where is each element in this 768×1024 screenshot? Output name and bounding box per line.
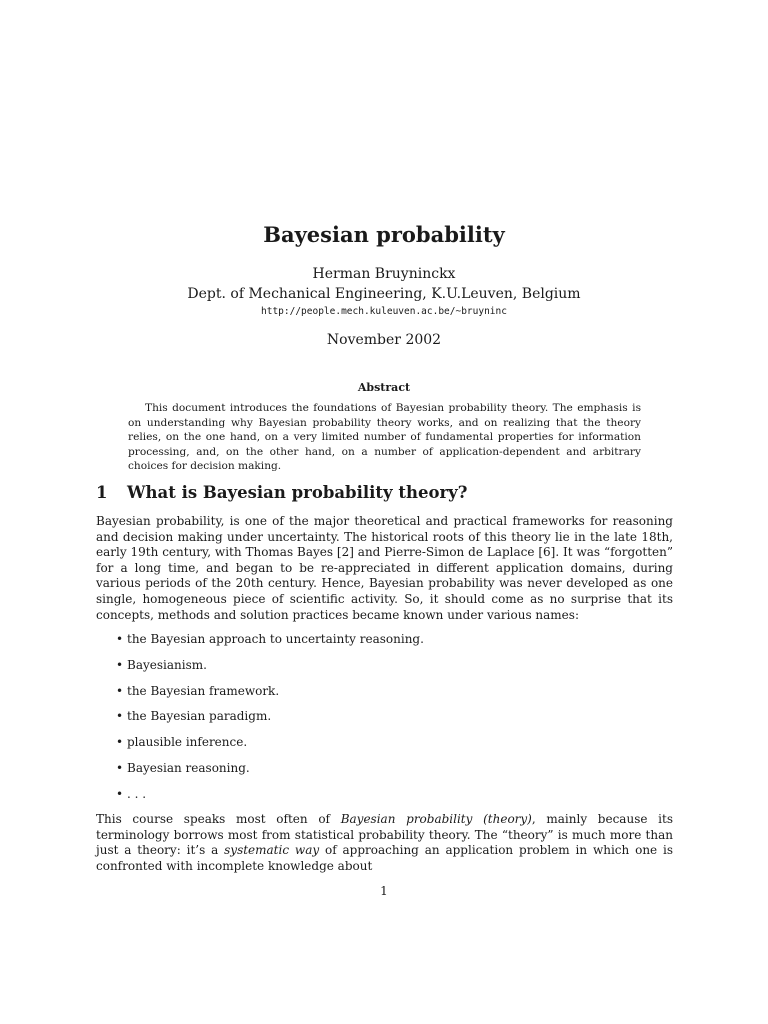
bullet-item [96, 759, 673, 785]
paragraph-text: This course speaks most often of [96, 812, 341, 826]
bullet-text: plausible inference. [127, 735, 248, 750]
bullet-text: the Bayesian framework. [127, 683, 280, 698]
paragraph-text: , mainly because its terminology borrows most from statistical probability theory. The “theory” is much more than just a theory: it’s a [96, 812, 673, 858]
bullet-icon: • [116, 760, 124, 775]
bullet-item [96, 656, 673, 682]
document-title: Bayesian probability [263, 222, 505, 247]
bullet-icon: • [116, 632, 124, 646]
bullet-item [96, 733, 673, 759]
section-paragraph-1: Bayesian probability, is one of the major theoretical and practical frameworks for reasoning and decision making under uncertainty. The historical roots of this theory lie in the late 18th, early 19th century, with Thomas Bayes [2] and Pierre-Simon de Laplace [6]. It was “forgotten” for a long time, and began to be re-appreciated in different application domains, during various periods of the 20th century. Hence, Bayesian probability was never developed as one single, homogeneous piece of scientific activity. So, it should come as no surprise that its concepts, methods and solution practices became known under various names: [96, 514, 673, 622]
abstract-text: This document introduces the foundations of Bayesian probability theory. The emphasis is on understanding why Bayesian probability theory works, and on realizing that the theory relies, on the one hand, on a very limited number of fundamental properties for information processing, and, on the other hand, on a number of application-dependent and arbitrary choices for decision making. [128, 402, 641, 472]
names-bullet-list [96, 630, 673, 811]
bullet-icon: • [116, 709, 124, 724]
paragraph-text: of approaching an application problem in which one is confronted with incomplete knowledge about [96, 843, 674, 873]
bullet-text: the Bayesian paradigm. [127, 709, 272, 724]
section-number: 1 [96, 483, 108, 502]
page-number: 1 [380, 884, 388, 898]
document-date: November 2002 [326, 332, 442, 348]
author-affiliation: Dept. of Mechanical Engineering, K.U.Leuven, Belgium [187, 286, 581, 302]
section-title: What is Bayesian probability theory? [127, 483, 468, 502]
bullet-icon: • [116, 735, 124, 750]
bullet-text: the Bayesian approach to uncertainty reasoning. [127, 632, 424, 646]
emphasis-term: systematic way [224, 843, 320, 858]
abstract-heading: Abstract [357, 381, 411, 394]
bullet-icon: • [116, 786, 124, 801]
bullet-item [96, 630, 673, 656]
bullet-item [96, 682, 673, 708]
bullet-icon: • [116, 657, 124, 672]
emphasis-term: Bayesian probability (theory) [340, 812, 532, 826]
author-name: Herman Bruyninckx [312, 266, 456, 282]
section-paragraph-2 [96, 812, 673, 874]
bullet-text: Bayesian reasoning. [127, 760, 250, 775]
bullet-text: . . . [127, 786, 147, 801]
author-url: http://people.mech.kuleuven.ac.be/~bruyninc [261, 306, 507, 317]
section-heading [96, 481, 696, 505]
bullet-item [96, 785, 673, 811]
bullet-icon: • [116, 683, 124, 698]
bullet-text: Bayesianism. [127, 657, 207, 672]
bullet-item [96, 707, 673, 733]
